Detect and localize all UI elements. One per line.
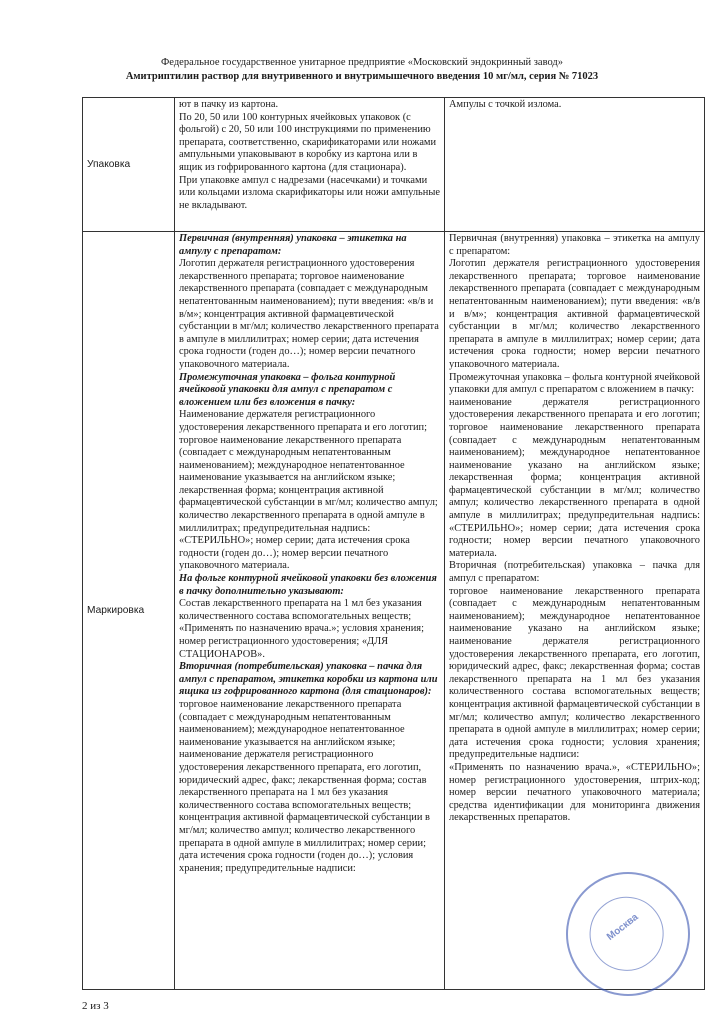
marking-actual-2: Логотип держателя регистрационного удостоверения лекарственного препарата; торговое наименование лекарственного препарата (совпадает с международным непатентованным наименованием); пути введения: «в/в и в/м»; концентрация активной фармацевтической субстанции в мг/мл; количество лекарственного препарата в ампуле в миллилитрах; номер серии; дата истечения срока годности; номер версии печатного упаковочного материала. <box>449 258 700 370</box>
marking-text-intermediate: Наименование держателя регистрационного удостоверения лекарственного препарата и его логотип; торговое наименование лекарственного препарата (совпадает с международным непатентованным наименованием); международное непатентованное наименование указывается на английском языке; лекарственная форма; концентрация активной фармацевтической субстанции в мг/мл; количество ампул; количество лекарственного препарата в одной ампуле в миллилитрах; предупредительная надпись: «СТЕРИЛЬНО»; номер серии; дата истечения срока годности (годен до…); номер версии печатного упаковочного материала. <box>179 409 438 572</box>
packaging-actual <box>445 98 705 232</box>
table-row-packaging <box>83 98 705 232</box>
header-company: Федеральное государственное унитарное предприятие «Московский эндокринный завод» <box>161 57 563 68</box>
header-product: Амитриптилин раствор для внутривенного и внутримышечного введения 10 мг/мл, серия № 71023 <box>125 71 599 82</box>
spec-table <box>82 97 705 990</box>
marking-text-primary: Логотип держателя регистрационного удостоверения лекарственного препарата; торговое наименование лекарственного препарата (совпадает с международным непатентованным наименованием); пути введения: «в/в и в/м»; концентрация активной фармацевтической субстанции в мг/мл; количество лекарственного препарата в ампуле в миллилитрах; номер серии; дата истечения срока годности (годен до…); номер версии печатного упаковочного материала. <box>179 258 439 370</box>
marking-actual-4: наименование держателя регистрационного удостоверения лекарственного препарата и его логотип; торговое наименование лекарственного препарата (совпадает с международным непатентованным наименованием); международное непатентованное наименование указано на английском языке; лекарственная форма; концентрация активной фармацевтической субстанции в мг/мл; количество ампул; количество лекарственного препарата в одной ампуле в миллилитрах; предупредительная надпись: «СТЕРИЛЬНО»; номер серии; дата истечения срока годности; номер версии печатного упаковочного материала. <box>449 396 700 559</box>
marking-text-secondary: торговое наименование лекарственного препарата (совпадает с международным непатентованным наименованием); международное непатентованное наименование указывается на английском языке; наименование держателя регистрационного удостоверения лекарственного препарата, его логотип, юридический адрес, факс; лекарственная форма; состав лекарственного препарата на 1 мл без указания количественного состава вспомогательных веществ; концентрация активной фармацевтической субстанции в мг/мл; количество ампул; количество лекарственного препарата в одной ампуле в миллилитрах; номер серии; дата истечения срока годности (годен до…); условия хранения; предупредительные надписи: <box>179 698 430 874</box>
marking-actual-6: торговое наименование лекарственного препарата (совпадает с международным непатентованным наименованием); международное непатентованное наименование указано на английском языке; наименование держателя регистрационного удостоверения лекарственного препарата, его логотип, юридический адрес, факс; лекарственная форма; состав лекарственного препарата на 1 мл без указания количественного состава вспомогательных веществ; концентрация активной фармацевтической субстанции в мг/мл; количество ампул; количество лекарственного препарата в одной ампуле в миллилитрах; номер серии; дата истечения срока годности; условия хранения; предупредительные надписи: <box>449 585 700 761</box>
marking-heading-primary: Первичная (внутренняя) упаковка – этикетка на ампулу с препаратом: <box>179 233 407 257</box>
row-label-packaging: Упаковка <box>83 98 175 232</box>
marking-spec <box>175 232 445 990</box>
packaging-text-3: При упаковке ампул с надрезами (насечками) и точками или кольцами излома скарификаторы или ножи ампульные не вкладывают. <box>179 174 440 211</box>
marking-text-foil: Состав лекарственного препарата на 1 мл без указания количественного состава вспомогательных веществ; «Применять по назначению врача.»; условия хранения; номер регистрационного удостоверения; «ДЛЯ СТАЦИОНАРОВ». <box>179 598 424 660</box>
row-label-marking: Маркировка <box>83 232 175 990</box>
marking-heading-secondary: Вторичная (потребительская) упаковка – пачка для ампул с препаратом, этикетка коробки из картона или ящика из гофрированного картона (для стационаров): <box>179 661 438 698</box>
marking-actual-7: «Применять по назначению врача.», «СТЕРИЛЬНО»; номер регистрационного удостоверения, штрих-код; номер версии печатного упаковочного материала; средства идентификации для мониторинга движения лекарственных препаратов. <box>449 761 700 824</box>
marking-heading-foil: На фольге контурной ячейковой упаковки без вложения в пачку дополнительно указывают: <box>179 573 437 597</box>
document-header <box>0 56 724 84</box>
packaging-text-2: По 20, 50 или 100 контурных ячейковых упаковок (с фольгой) с 20, 50 или 100 инструкциями по применению препарата, соответственно, скарификаторами или ножами ампульными упаковывают в коробку из картона или в ящик из гофрированного картона (для стационара). <box>179 111 437 173</box>
packaging-text-1: ют в пачку из картона. <box>179 99 279 110</box>
marking-actual-3: Промежуточная упаковка – фольга контурной ячейковой упаковки для ампул с препаратом с вложением в пачку: <box>449 371 700 396</box>
packaging-spec <box>175 98 445 232</box>
packaging-actual-text: Ампулы с точкой излома. <box>449 99 562 110</box>
marking-actual-1: Первичная (внутренняя) упаковка – этикетка на ампулу с препаратом: <box>449 233 700 257</box>
marking-heading-intermediate: Промежуточная упаковка – фольга контурной ячейковой упаковки для ампул с препаратом с вложением или без вложения в пачку: <box>179 371 396 408</box>
page-number: 2 из 3 <box>82 1000 109 1012</box>
marking-actual <box>445 232 705 990</box>
marking-actual-5: Вторичная (потребительская) упаковка – пачка для ампул с препаратом: <box>449 560 700 585</box>
stamp-text: Москва <box>605 911 641 943</box>
